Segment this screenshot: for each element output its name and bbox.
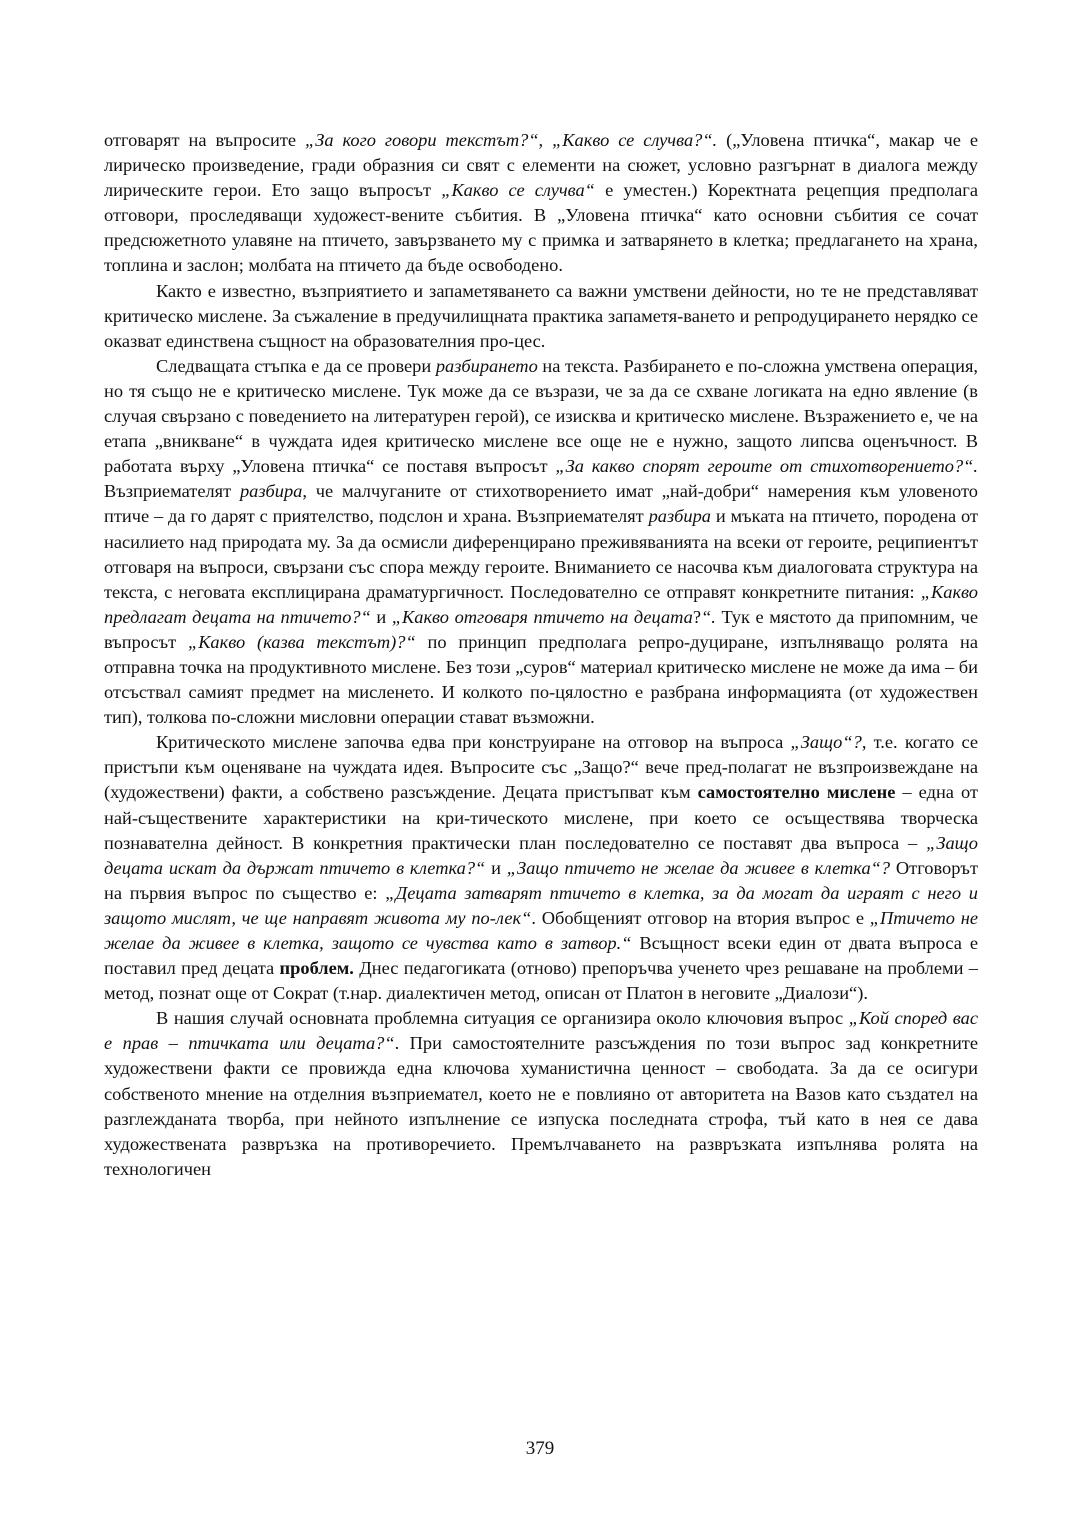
document-body	[104, 128, 978, 1182]
paragraph-5: В нашия случай основната проблемна ситуация се организира около ключовия въпрос „Кой според вас е прав – птичката или децата?“. При самостоятелните разсъждения по този въпрос зад конкретните художествени факти се провижда една ключова хуманистична ценност – свободата. За да се осигури собственото мнение на отделния възприемател, което не е повлияно от авторитета на Вазов като създател на разглежданата творба, при нейното изпълнение се изпуска последната строфа, тъй като в нея се дава художествената развръзка на противоречието. Премълчаването на развръзката изпълнява ролята на технологичен	[104, 1008, 978, 1179]
paragraph-2: Както е известно, възприятието и запаметяването са важни умствени дейности, но те не представляват критическо мислене. За съжаление в предучилищната практика запаметя-ването и репродуцирането нерядко се оказват единствена същност на образователния про-цес.	[104, 280, 978, 351]
paragraph-4: Критическото мислене започва едва при конструиране на отговор на въпроса „Защо“?, т.е. когато се пристъпи към оценяване на чуждата идея. Въпросите със „Защо?“ вече пред-полагат не възпроизвеждане на (художествени) факти, а собствено разсъждение. Децата пристъпват към самостоятелно мислене – една от най-съществените характеристики на кри-тическото мислене, при което се осъществява творческа познавателна дейност. В конкретния практически план последователно се поставят два въпроса – „Защо децата искат да държат птичето в клетка?“ и „Защо птичето не желае да живее в клетка“? Отговорът на първия въпрос по същество е: „Децата затварят птичето в клетка, за да могат да играят с него и защото мислят, че ще направят живота му по-лек“. Обобщеният отговор на втория въпрос е „Птичето не желае да живее в клетка, защото се чувства като в затвор.“ Всъщност всеки един от двата въпроса е поставил пред децата проблем. Днес педагогиката (отново) препоръчва ученето чрез решаване на проблеми – метод, познат още от Сократ (т.нар. диалектичен метод, описан от Платон в неговите „Диалози“).	[104, 732, 978, 1004]
paragraph-3: Следващата стъпка е да се провери разбирането на текста. Разбирането е по-сложна умствена операция, но тя също не е критическо мислене. Тук може да се възрази, че за да се схване логиката на едно явление (в случая свързано с поведението на литературен герой), се изисква и критическо мислене. Възражението е, че на етапа „вникване“ в чуждата идея критическо мислене все още не е нужно, защото липсва оценъчност. В работата върху „Уловена птичка“ се поставя въпросът „За какво спорят героите от стихотворението?“. Възприемателят разбира, че малчуганите от стихотворението имат „най-добри“ намерения към уловеното птиче – да го дарят с приятелство, подслон и храна. Възприемателят разбира и мъката на птичето, породена от насилието над природата му. За да осмисли диференцирано преживяванията на всеки от героите, реципиентът отговаря на въпроси, свързани със спора между героите. Вниманието се насочва към диалоговата структура на текста, с неговата експлицирана драматургичност. Последователно се отправят конкретните питания: „Какво предлагат децата на птичето?“ и „Какво отговаря птичето на децата?“. Тук е мястото да припомним, че въпросът „Какво (казва текстът)?“ по принцип предполага репро-дуциране, изпълняващо ролята на отправна точка на продуктивното мислене. Без този „суров“ материал критическо мислене не може да има – би отсъствал самият предмет на мисленето. И колкото по-цялостно е разбрана информацията (от художествен тип), толкова по-сложни мисловни операции стават възможни.	[104, 355, 979, 728]
paragraph-1: отговарят на въпросите „За кого говори текстът?“, „Какво се случва?“. („Уловена птичка“, макар че е лирическо произведение, гради образния си свят с елементи на сюжет, условно разгърнат в диалога между лирическите герои. Ето защо въпросът „Какво се случва“ е уместен.) Коректната рецепция предполага отговори, проследяващи художест-вените събития. В „Уловена птичка“ като основни събития се сочат предсюжетното улавяне на птичето, завързването му с примка и затварянето в клетка; предлагането на храна, топлина и заслон; молбата на птичето да бъде освободено.	[104, 130, 979, 276]
page-number: 379	[525, 1438, 555, 1459]
